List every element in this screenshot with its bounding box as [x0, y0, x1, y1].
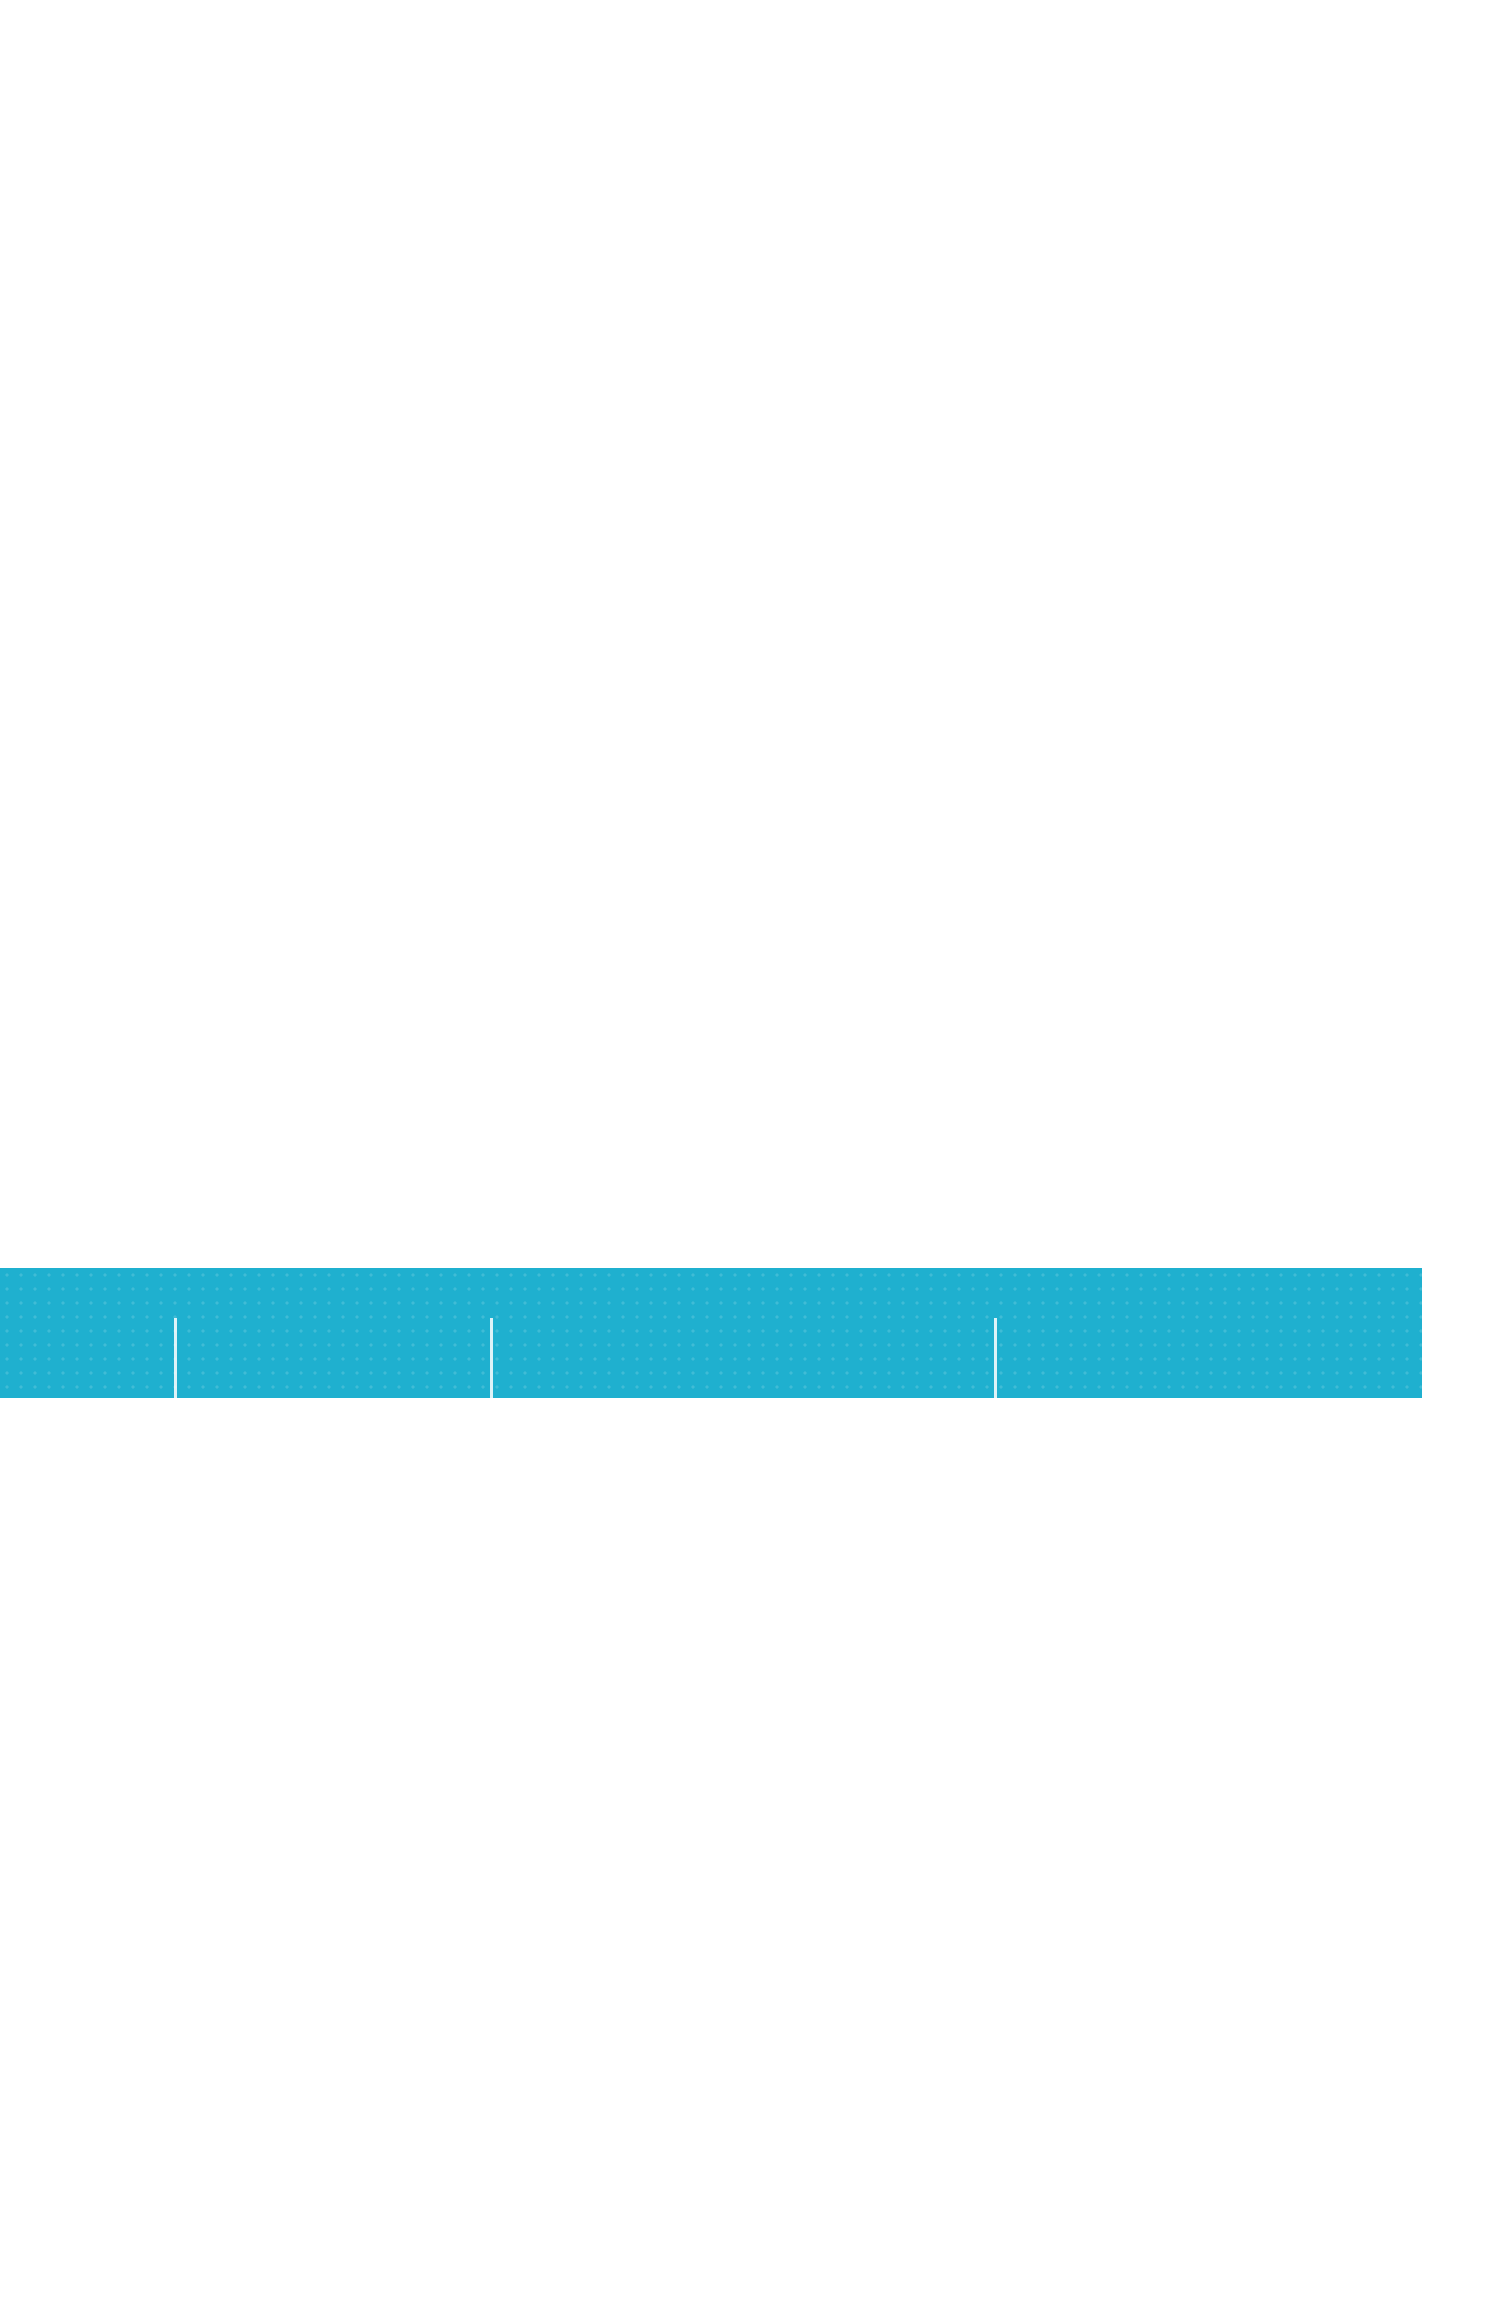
header-vocabulary	[490, 1318, 994, 1398]
header-unit	[0, 1318, 174, 1398]
header-reading	[174, 1318, 490, 1398]
header-grammar	[994, 1318, 1422, 1398]
column-header-bar	[0, 1268, 1422, 1398]
